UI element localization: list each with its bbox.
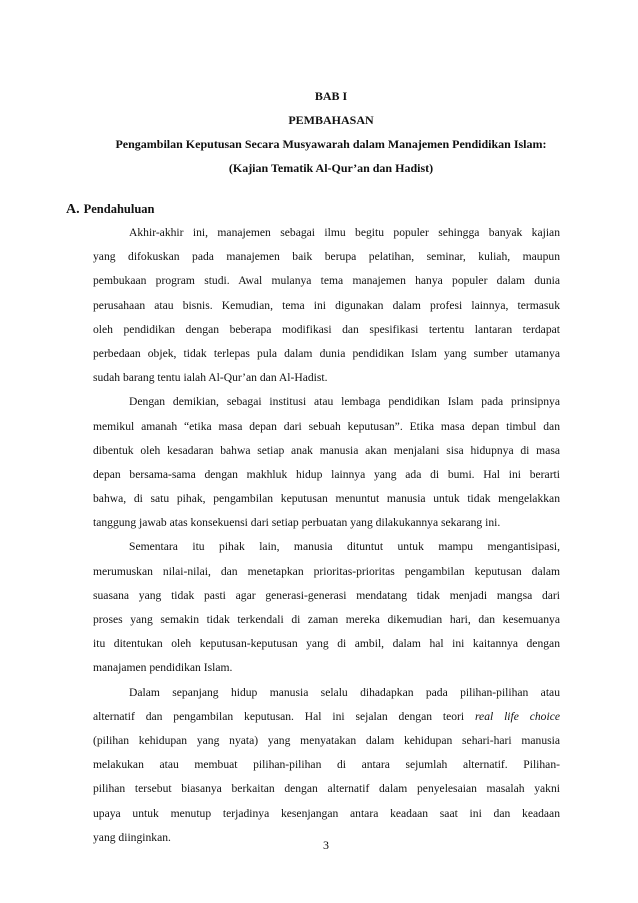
- text-line: [93, 269, 560, 293]
- section-letter: A.: [66, 202, 80, 217]
- text-line-content: oleh pendidikan dengan beberapa modifikasi dan spesifikasi tertentu lantaran terdapat: [93, 322, 560, 336]
- page-number: 3: [323, 838, 329, 852]
- text-line-content: Dalam sepanjang hidup manusia selalu dihadapkan pada pilihan-pilihan atau: [129, 685, 560, 699]
- text-line: [93, 584, 560, 608]
- text-line: [93, 245, 560, 269]
- text-line-content: sudah barang tentu ialah Al-Qur’an dan Al-Hadist.: [93, 371, 328, 385]
- text-line-content: upaya untuk menutup terjadinya kesenjangan antara keadaan saat ini dan keadaan: [93, 806, 560, 820]
- text-line: [93, 318, 560, 342]
- document-title: Pengambilan Keputusan Secara Musyawarah dalam Manajemen Pendidikan Islam:: [115, 137, 547, 151]
- text-line: [93, 632, 560, 656]
- text-line: [93, 390, 560, 414]
- text-line-content: bahwa, di satu pihak, pengambilan keputusan menuntut manusia untuk tidak mengelakkan: [93, 492, 560, 506]
- text-line-content: yang difokuskan pada manajemen baik berupa pelatihan, seminar, kuliah, maupun: [93, 250, 560, 264]
- text-line: [93, 753, 560, 777]
- text-line-content: perbedaan objek, tidak terlepas pula dalam dunia pendidikan Islam yang sumber utamanya: [93, 346, 560, 360]
- text-line: [93, 729, 560, 753]
- text-line: [93, 463, 560, 487]
- text-line: [93, 560, 560, 584]
- text-line: [93, 415, 560, 439]
- text-line: [93, 221, 560, 245]
- text-line-content: manajamen pendidikan Islam.: [93, 661, 233, 675]
- section-heading: [66, 202, 155, 218]
- text-line-content: merumuskan nilai-nilai, dan menetapkan prioritas-prioritas pengambilan keputusan dalam: [93, 564, 560, 578]
- text-line-content: Dengan demikian, sebagai institusi atau lembaga pendidikan Islam pada prinsipnya: [129, 395, 560, 409]
- text-line-content: Akhir-akhir ini, manajemen sebagai ilmu begitu populer sehingga banyak kajian: [129, 226, 560, 239]
- text-line: [93, 656, 560, 680]
- text-line: [93, 487, 560, 511]
- text-line-content: pembukaan program studi. Awal mulanya tema manajemen hanya populer dalam dunia: [93, 274, 560, 288]
- text-line: [93, 681, 560, 705]
- body-text: [93, 221, 560, 850]
- text-line-content: suasana yang tidak pasti agar generasi-generasi mendatang tidak menjadi mangsa dari: [93, 588, 560, 602]
- text-line: [93, 802, 560, 826]
- part-heading: PEMBAHASAN: [288, 113, 374, 127]
- text-line: [93, 439, 560, 463]
- text-line: [93, 608, 560, 632]
- section-title: Pendahuluan: [83, 202, 155, 216]
- italic-term: real life choice: [474, 709, 560, 723]
- chapter-heading: BAB I: [314, 89, 348, 103]
- text-line-content: memikul amanah “etika masa depan dari sebuah keputusan”. Etika masa depan timbul dan: [93, 419, 560, 433]
- text-line-content: (pilihan kehidupan yang nyata) yang menyatakan dalam kehidupan sehari-hari manusia: [93, 733, 560, 747]
- text-line-content: perusahaan atau bisnis. Kemudian, tema ini digunakan dalam profesi lainnya, termasuk: [93, 298, 560, 312]
- text-line-content: itu ditentukan oleh keputusan-keputusan yang di ambil, dalam hal ini kaitannya dengan: [93, 637, 560, 651]
- text-line-content: Sementara itu pihak lain, manusia dituntut untuk mampu mengantisipasi,: [129, 540, 560, 554]
- text-line-content: tanggung jawab atas konsekuensi dari setiap perbuatan yang dilakukannya sekarang ini.: [93, 516, 501, 530]
- text-line-content: alternatif dan pengambilan keputusan. Hal ini sejalan dengan teori: [93, 709, 465, 723]
- document-subtitle: (Kajian Tematik Al-Qur’an dan Hadist): [228, 161, 434, 175]
- text-line-content: pilihan tersebut biasanya berkaitan dengan alternatif dalam penyelesaian masalah yakni: [93, 782, 560, 796]
- text-line: [93, 705, 560, 729]
- text-line: [93, 294, 560, 318]
- text-line-content: proses yang semakin tidak terkendali di zaman mereka dikemudian hari, dan kesemuanya: [93, 613, 560, 626]
- text-line-content: yang diinginkan.: [93, 830, 171, 844]
- text-line: [93, 777, 560, 801]
- text-line-content: melakukan atau membuat pilihan-pilihan di antara sejumlah alternatif. Pilihan-: [93, 758, 560, 772]
- text-line-content: dibentuk oleh kesadaran bahwa setiap anak manusia akan menjalani sisa hidupnya di masa: [93, 443, 560, 457]
- text-line: [93, 342, 560, 366]
- text-line: [93, 535, 560, 559]
- text-line: [93, 366, 560, 390]
- text-line-content: depan bersama-sama dengan makhluk hidup lainnya yang ada di bumi. Hal ini berarti: [93, 467, 560, 481]
- text-line: [93, 511, 560, 535]
